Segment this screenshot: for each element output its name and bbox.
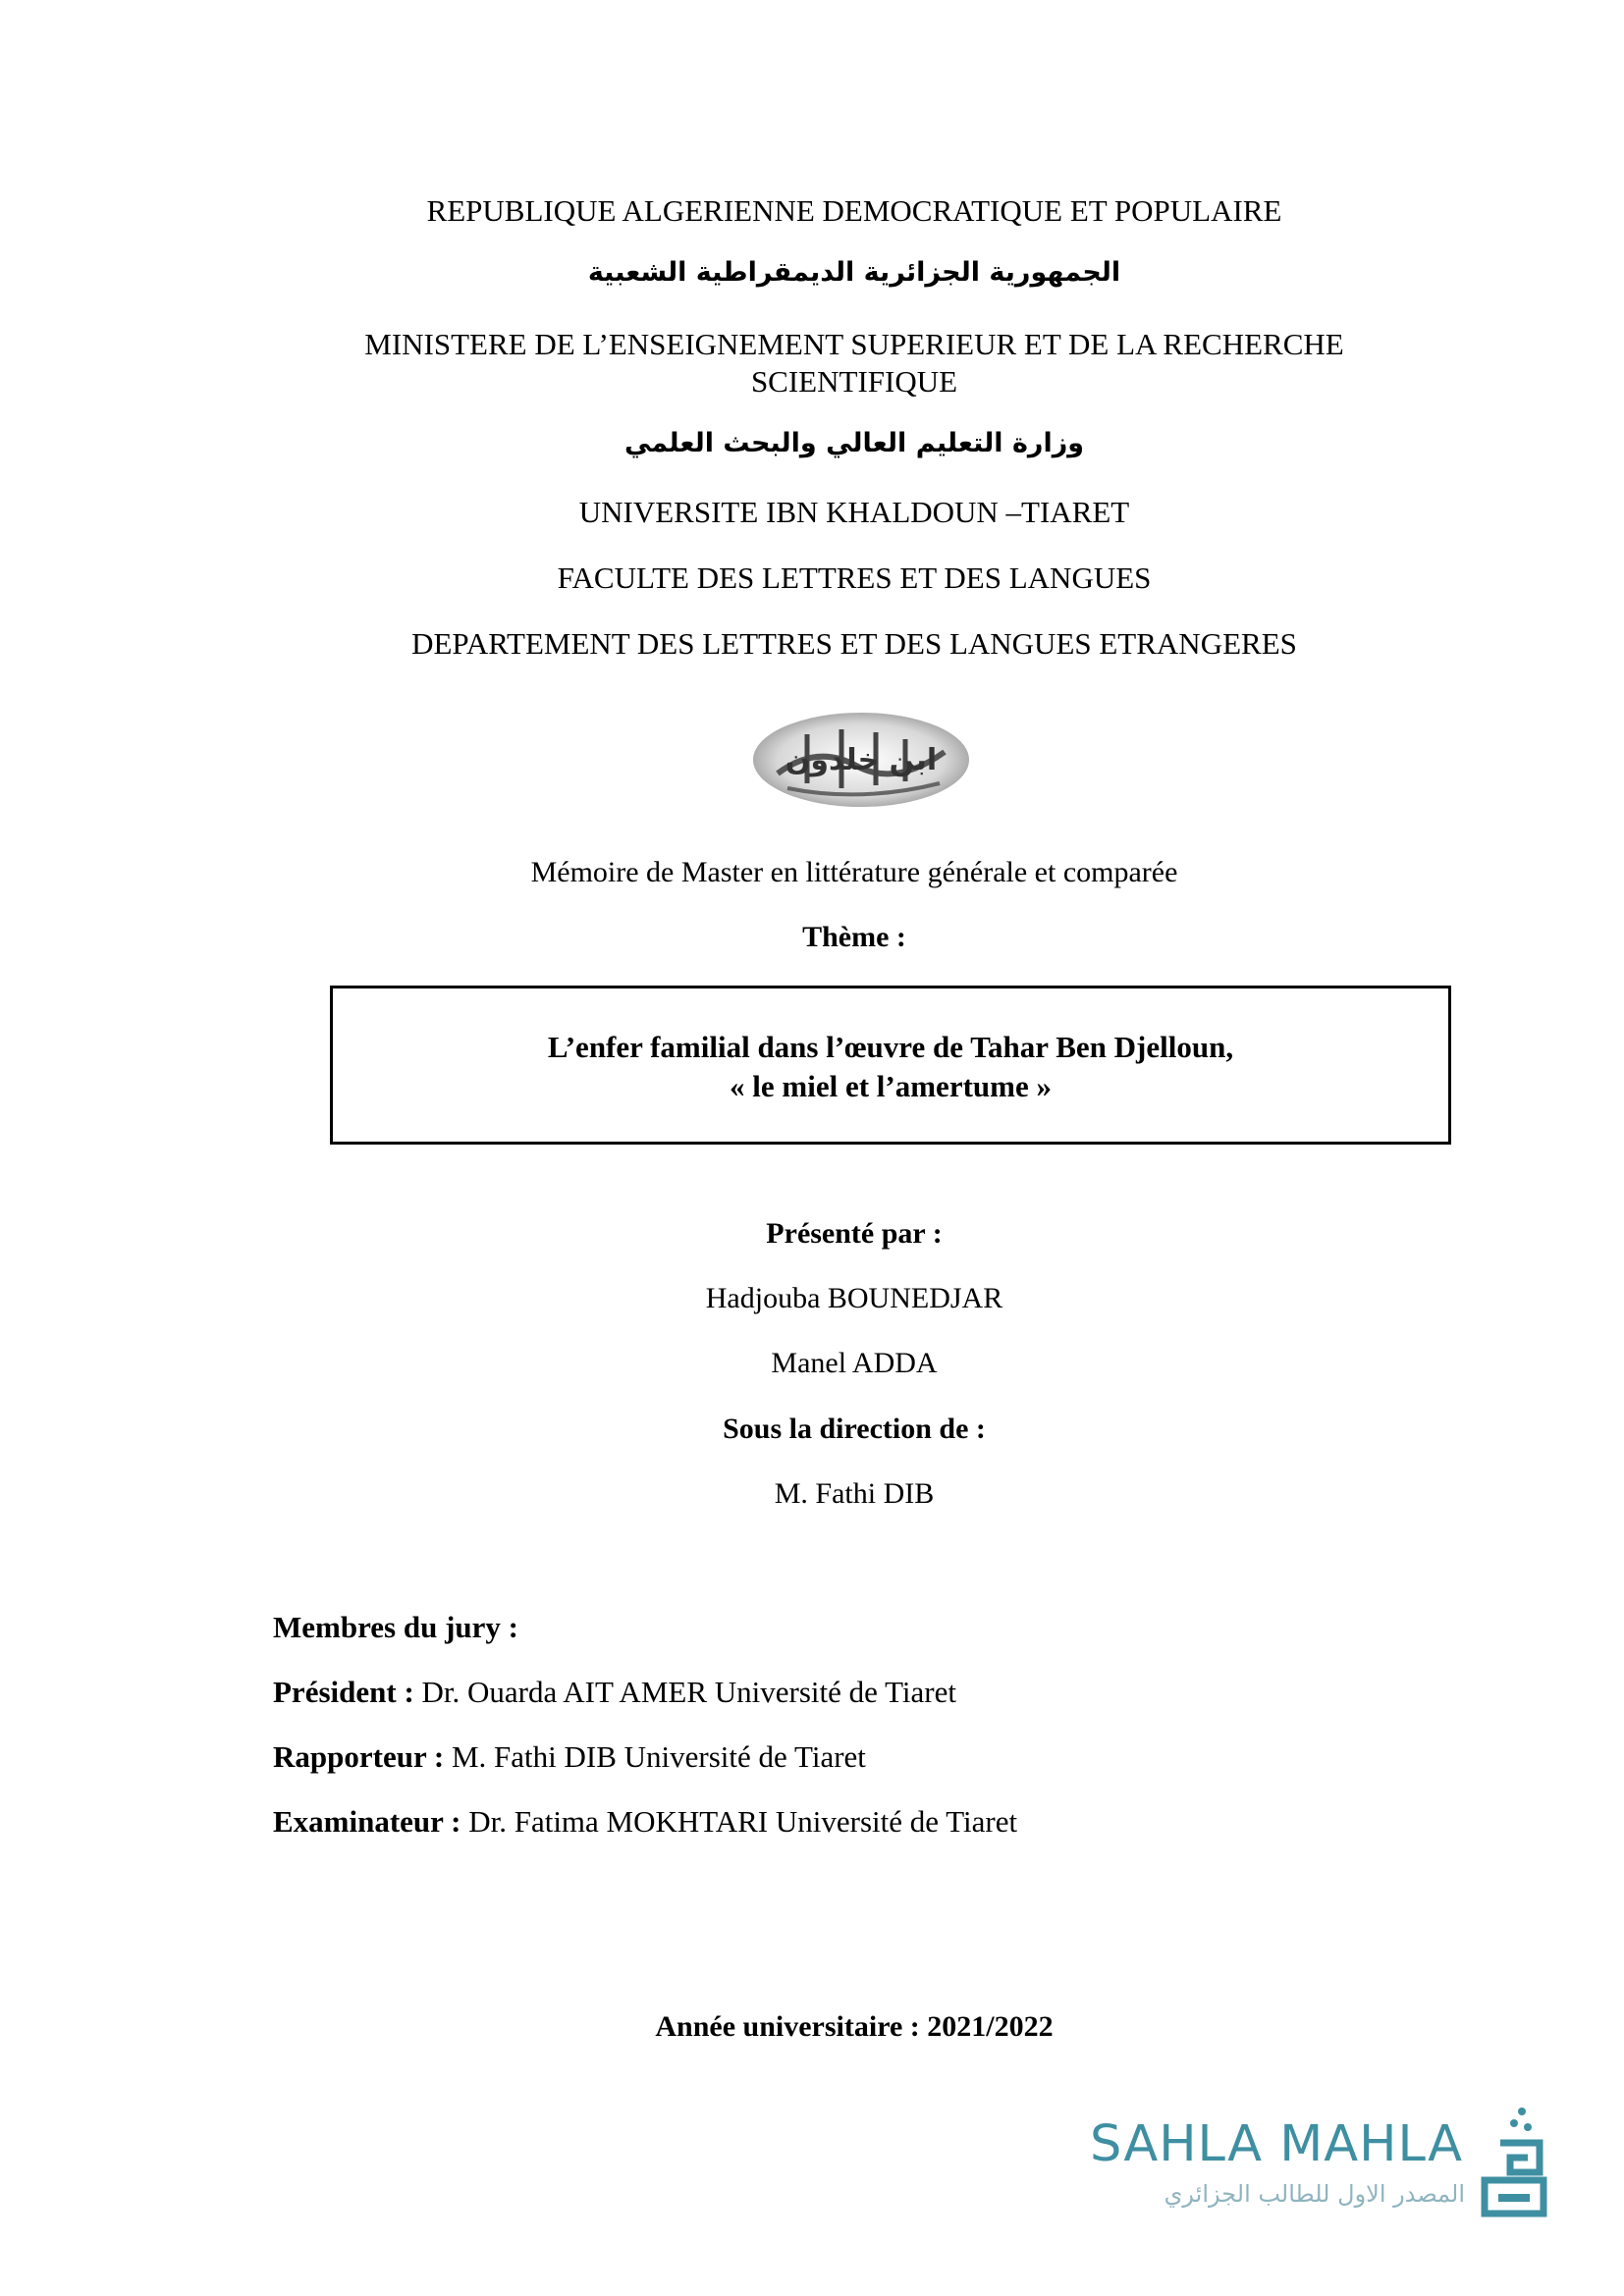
university-name: UNIVERSITE IBN KHALDOUN –TIARET [578,495,1130,529]
direction-label: Sous la direction de : [723,1413,986,1445]
university-logo [748,705,974,818]
author-name: Hadjouba BOUNEDJAR [705,1282,1003,1314]
jury-role: Rapporteur : [273,1739,445,1774]
faculty-name: FACULTE DES LETTRES ET DES LANGUES [557,561,1152,595]
jury-role: Président : [273,1675,414,1709]
jury-member-president [273,1675,956,1710]
svg-text:ابن خلدون: ابن خلدون [785,743,938,777]
theme-title-line1: L’enfer familial dans l’œuvre de Tahar Ben Djelloun, [547,1030,1234,1064]
ibn-khaldoun-calligraphy-emblem-icon [748,705,974,813]
sahla-mahla-wordmark: SAHLA MAHLA [1090,2115,1463,2173]
presented-by-label: Présenté par : [766,1217,943,1250]
jury-member-name: M. Fathi DIB Université de Tiaret [451,1739,866,1774]
ministry-title-fr-line2: SCIENTIFIQUE [750,364,958,399]
theme-label: Thème : [802,921,906,953]
republic-title-ar: الجمهورية الجزائرية الديمقراطية الشعبية [587,257,1121,288]
jury-member-rapporteur [273,1739,866,1775]
jury-label: Membres du jury : [273,1610,518,1644]
sahla-mahla-logo [1090,2115,1561,2223]
jury-member-name: Dr. Ouarda AIT AMER Université de Tiaret [421,1675,956,1709]
theme-title-line2: « le miel et l’amertume » [730,1069,1052,1103]
sahla-mahla-tagline: المصدر الاول للطالب الجزائري [1164,2180,1465,2208]
memoire-description: Mémoire de Master en littérature générale et comparée [530,856,1178,888]
jury-member-examinateur [273,1804,1017,1840]
department-name: DEPARTEMENT DES LETTRES ET DES LANGUES ETRANGERES [411,626,1297,661]
supervisor-name: M. Fathi DIB [774,1477,935,1510]
author-name: Manel ADDA [771,1347,938,1379]
republic-title-fr: REPUBLIQUE ALGERIENNE DEMOCRATIQUE ET POPULAIRE [426,193,1282,228]
jury-member-name: Dr. Fatima MOKHTARI Université de Tiaret [468,1804,1018,1839]
theme-box [330,986,1451,1145]
ministry-title-fr-line1: MINISTERE DE L’ENSEIGNEMENT SUPERIEUR ET DE LA RECHERCHE [364,327,1344,361]
ministry-title-ar: وزارة التعليم العالي والبحث العلمي [623,428,1085,458]
jury-role: Examinateur : [273,1804,461,1839]
academic-year: Année universitaire : 2021/2022 [655,2010,1054,2043]
sahla-mahla-emblem-icon [1471,2104,1555,2221]
